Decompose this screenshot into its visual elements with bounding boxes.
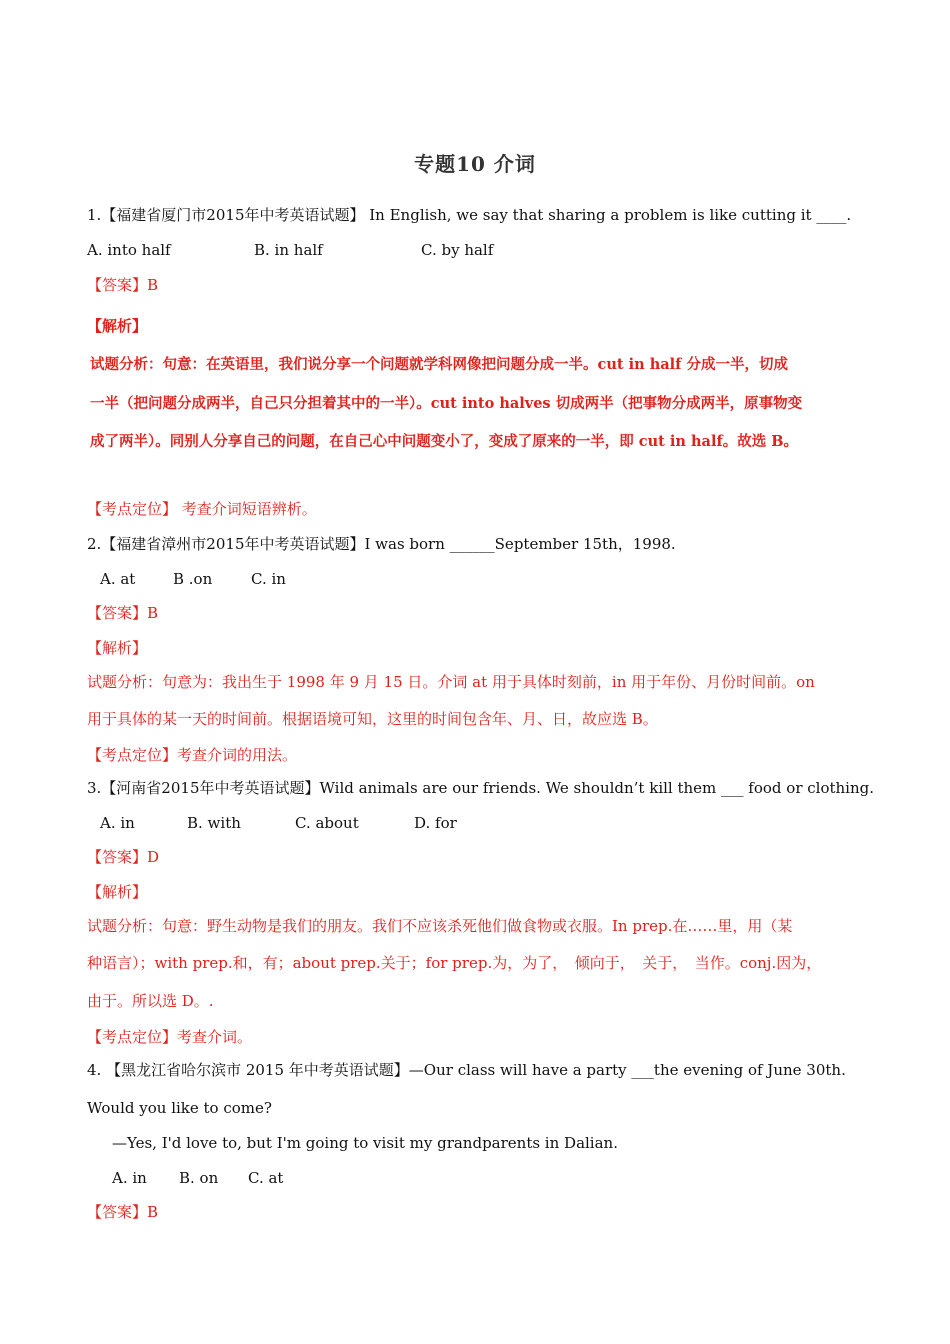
q3-analysis-line-3: 由于。所以选 D。. bbox=[87, 992, 214, 1010]
q3-point: 【考点定位】考查介词。 bbox=[87, 1028, 253, 1046]
q4-option-c: C. at bbox=[248, 1169, 284, 1187]
page-title: 专题10 介词 bbox=[414, 152, 536, 176]
q4-option-b: B. on bbox=[179, 1169, 219, 1187]
q1-option-b: B. in half bbox=[254, 241, 323, 259]
q1-option-c: C. by half bbox=[421, 241, 494, 259]
q2-stem: 2.【福建省漳州市2015年中考英语试题】I was born ______September 15th，1998. bbox=[87, 535, 676, 553]
q2-analysis-line-1: 试题分析：句意为：我出生于 1998 年 9 月 15 日。介词 at 用于具体时刻前，in 用于年份、月份时间前。on bbox=[87, 673, 815, 691]
q4-stem-line-1: 4. 【黑龙江省哈尔滨市 2015 年中考英语试题】—Our class will have a party ___the evening of June 30th. bbox=[87, 1061, 846, 1079]
q3-analysis-heading: 【解析】 bbox=[87, 883, 148, 901]
q2-answer: 【答案】B bbox=[87, 604, 159, 622]
q3-option-a: A. in bbox=[100, 814, 135, 832]
q1-point: 【考点定位】 考查介词短语辨析。 bbox=[87, 500, 317, 518]
q3-analysis-line-2: 种语言）；with prep.和，有；about prep.关于；for prep.为，为了， 倾向于， 关于， 当作。conj.因为， bbox=[87, 954, 822, 972]
q4-option-a: A. in bbox=[112, 1169, 147, 1187]
q2-option-a: A. at bbox=[100, 570, 136, 588]
q2-option-c: C. in bbox=[251, 570, 286, 588]
q1-stem: 1.【福建省厦门市2015年中考英语试题】 In English, we say that sharing a problem is like cutting it ____. bbox=[87, 206, 852, 224]
q4-reply: —Yes, I'd love to, but I'm going to visit my grandparents in Dalian. bbox=[112, 1134, 618, 1152]
q1-answer: 【答案】B bbox=[87, 276, 159, 294]
q2-analysis-heading: 【解析】 bbox=[87, 639, 148, 657]
q3-option-b: B. with bbox=[187, 814, 241, 832]
q1-option-a: A. into half bbox=[87, 241, 171, 259]
q1-analysis-line-2: 一半（把问题分成两半，自己只分担着其中的一半）。cut into halves 切成两半（把事物分成两半，原事物变 bbox=[90, 395, 803, 412]
q3-stem: 3.【河南省2015年中考英语试题】Wild animals are our friends. We shouldn’t kill them ___ food or clothing. bbox=[87, 779, 875, 797]
q3-option-d: D. for bbox=[414, 814, 457, 832]
q1-analysis-line-3: 成了两半）。同别人分享自己的问题，在自己心中问题变小了，变成了原来的一半，即 cut in half。故选 B。 bbox=[90, 433, 798, 450]
q3-option-c: C. about bbox=[295, 814, 359, 832]
q4-answer: 【答案】B bbox=[87, 1203, 159, 1221]
q1-analysis-heading: 【解析】 bbox=[87, 317, 148, 335]
q3-answer: 【答案】D bbox=[87, 848, 160, 866]
q3-analysis-line-1: 试题分析：句意：野生动物是我们的朋友。我们不应该杀死他们做食物或衣服。In prep.在……里，用（某 bbox=[87, 917, 793, 935]
q4-stem-line-2: Would you like to come? bbox=[87, 1099, 272, 1117]
q2-analysis-line-2: 用于具体的某一天的时间前。根据语境可知，这里的时间包含年、月、日，故应选 B。 bbox=[87, 710, 658, 728]
q1-analysis-line-1: 试题分析：句意：在英语里，我们说分享一个问题就学科网像把问题分成一半。cut in half 分成一半，切成 bbox=[90, 356, 788, 373]
q2-point: 【考点定位】考查介词的用法。 bbox=[87, 746, 298, 764]
q2-option-b: B .on bbox=[173, 570, 213, 588]
